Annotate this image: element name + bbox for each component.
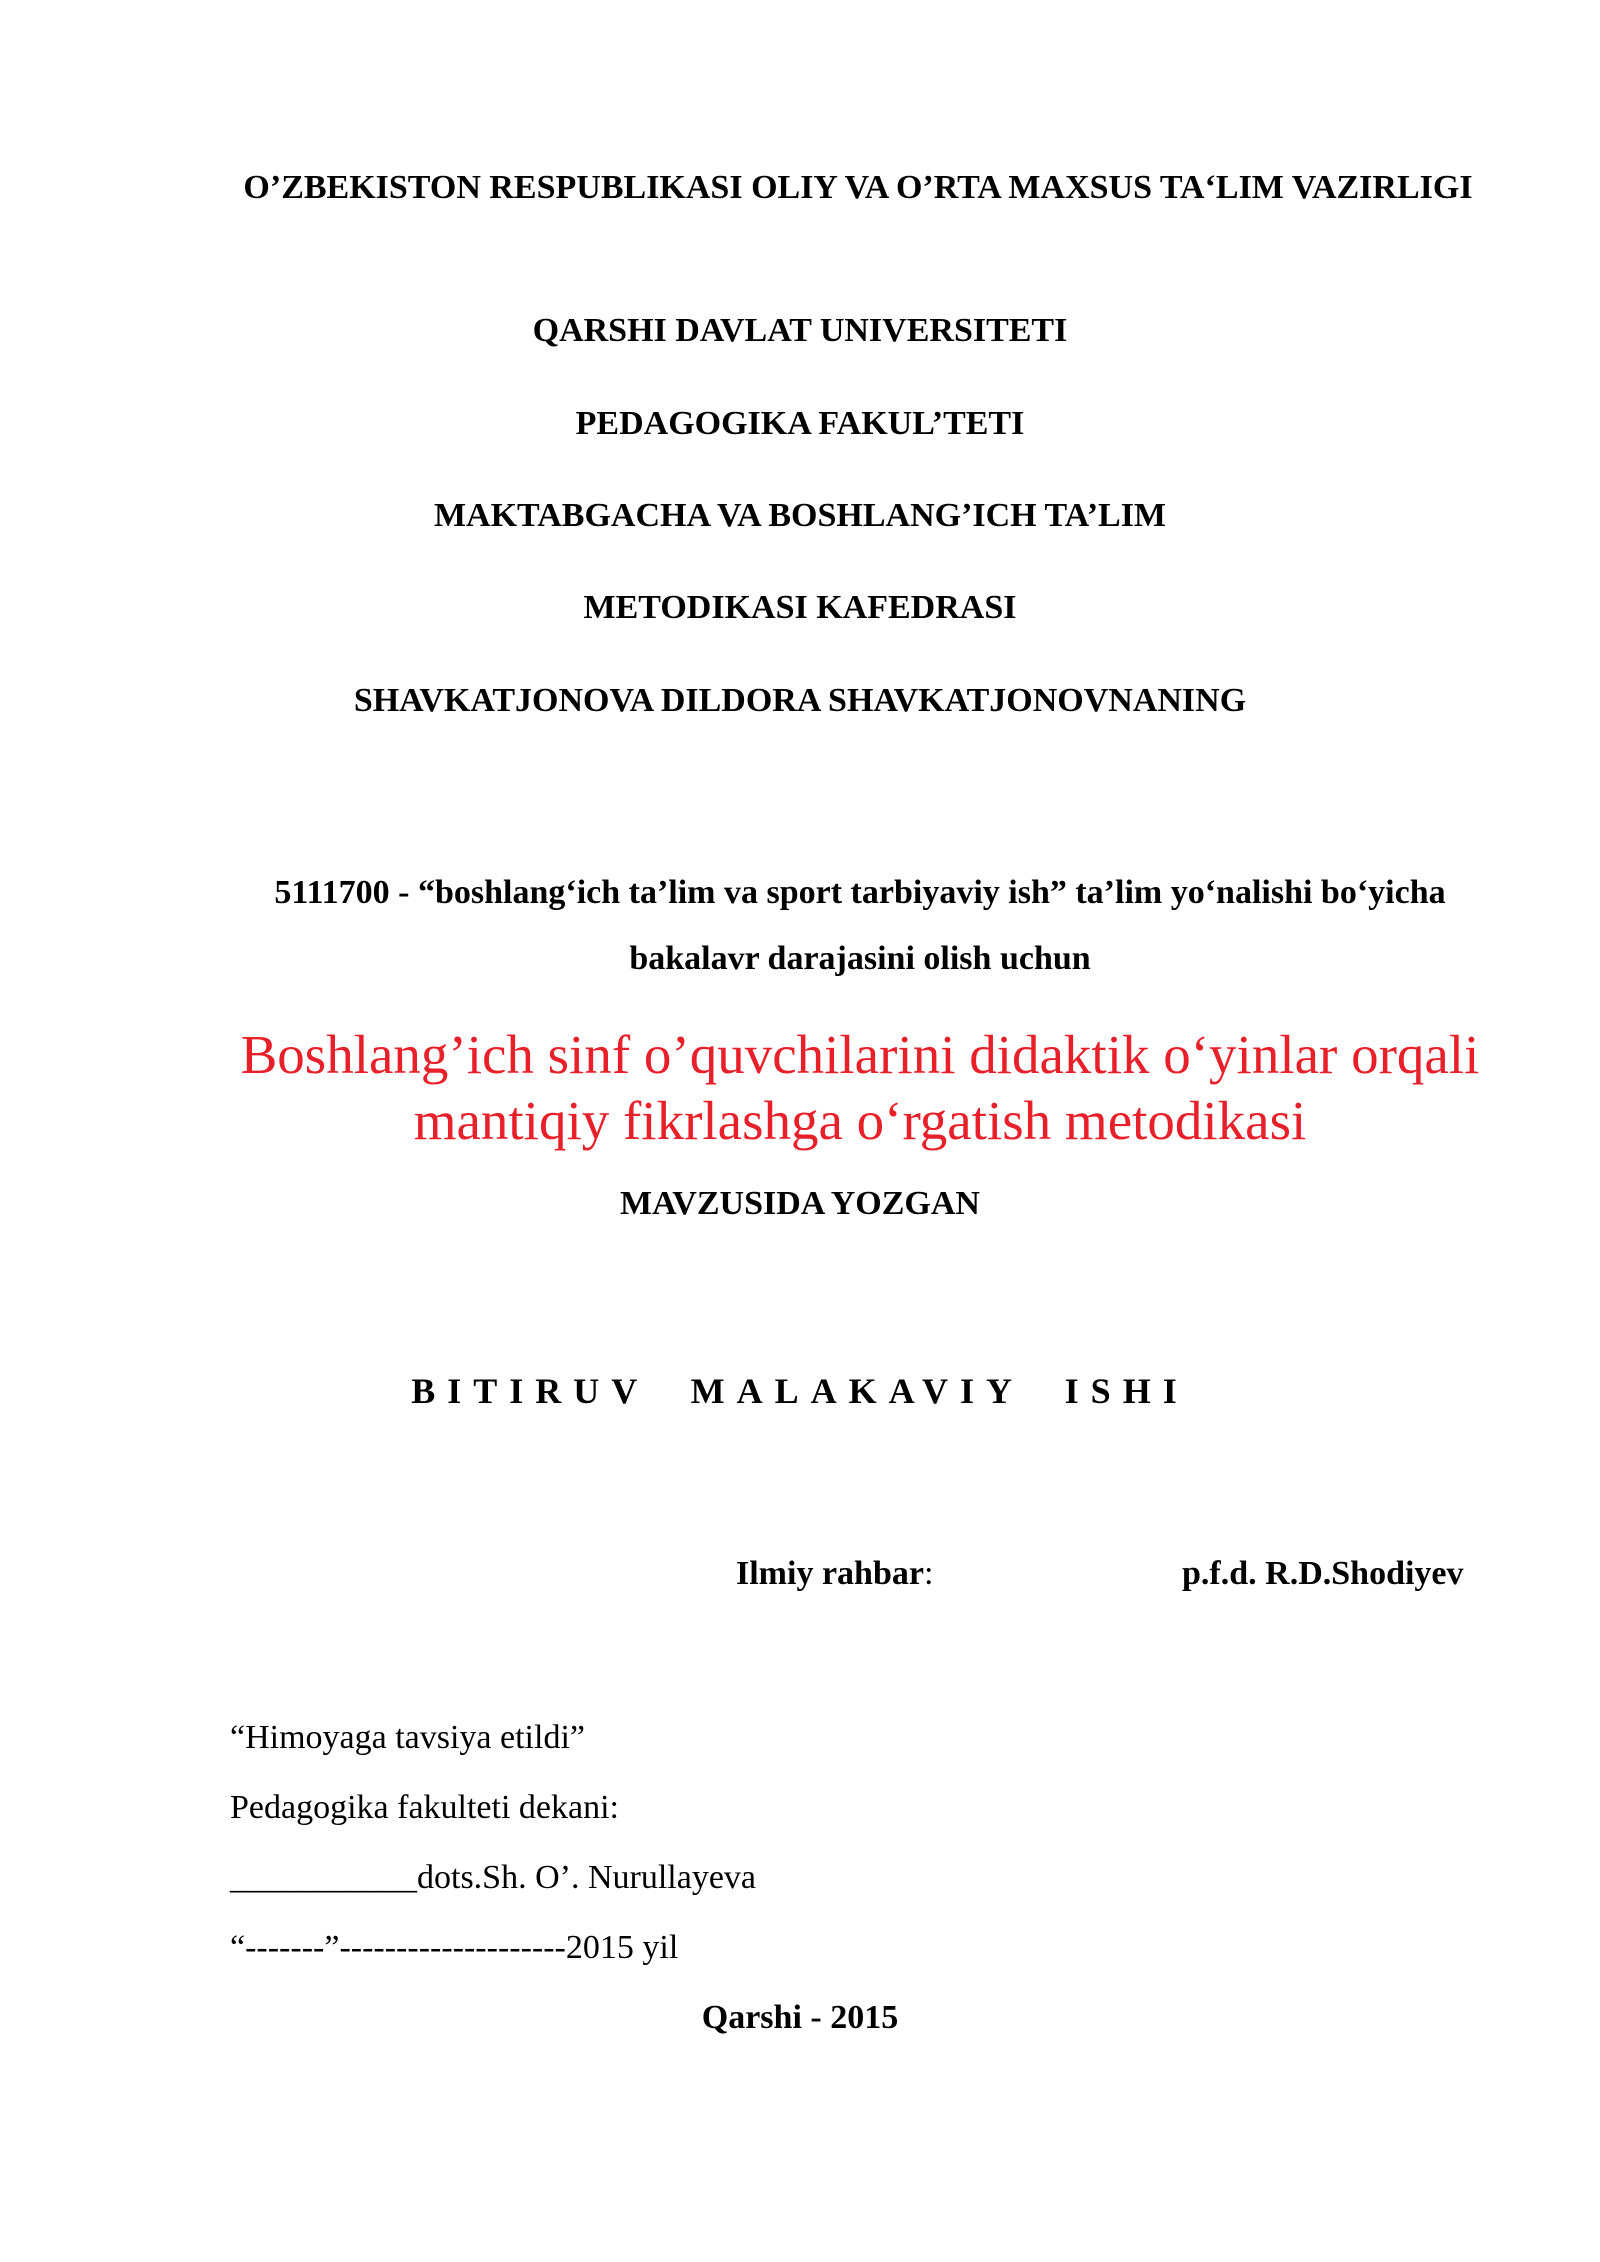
supervisor-name: p.f.d. R.D.Shodiyev [1182, 1555, 1464, 1592]
supervisor-label [736, 1554, 933, 1594]
recommendation-text: “Himoyaga tavsiya etildi” [230, 1719, 585, 1756]
program-direction: 5111700 - “boshlang‘ich ta’lim va sport tarbiyaviy ish” ta’lim yo‘nalishi bo‘yicha bakalavr darajasini olish uchun [274, 874, 1446, 977]
faculty-heading: PEDAGOGIKA FAKUL’TETI [575, 405, 1025, 442]
dean-title: Pedagogika fakulteti dekani: [230, 1789, 619, 1826]
author-name: SHAVKATJONOVA DILDORA SHAVKATJONOVNANING [353, 682, 1247, 719]
supervisor-colon: : [923, 1555, 934, 1592]
city-year: Qarshi - 2015 [701, 1999, 899, 2036]
department-heading-line1: MAKTABGACHA VA BOSHLANG’ICH TA’LIM [433, 497, 1167, 534]
supervisor-label-text: Ilmiy rahbar [736, 1555, 924, 1592]
thesis-topic: Boshlang’ich sinf o’quvchilarini didaktik o‘yinlar orqali mantiqiy fikrlashga o‘rgatish metodikasi [240, 1024, 1480, 1151]
department-heading-line2: METODIKASI KAFEDRASI [583, 589, 1017, 626]
university-heading: QARSHI DAVLAT UNIVERSITETI [532, 312, 1068, 349]
work-type-heading: BITIRUV MALAKAVIY ISHI [411, 1371, 1189, 1411]
dean-signature-line: ___________dots.Sh. O’. Nurullayeva [230, 1859, 757, 1896]
topic-caption: MAVZUSIDA YOZGAN [620, 1185, 980, 1222]
date-line: “-------”--------------------2015 yil [230, 1929, 679, 1966]
ministry-heading: O’ZBEKISTON RESPUBLIKASI OLIY VA O’RTA MAXSUS TA‘LIM VAZIRLIGI [243, 169, 1473, 206]
